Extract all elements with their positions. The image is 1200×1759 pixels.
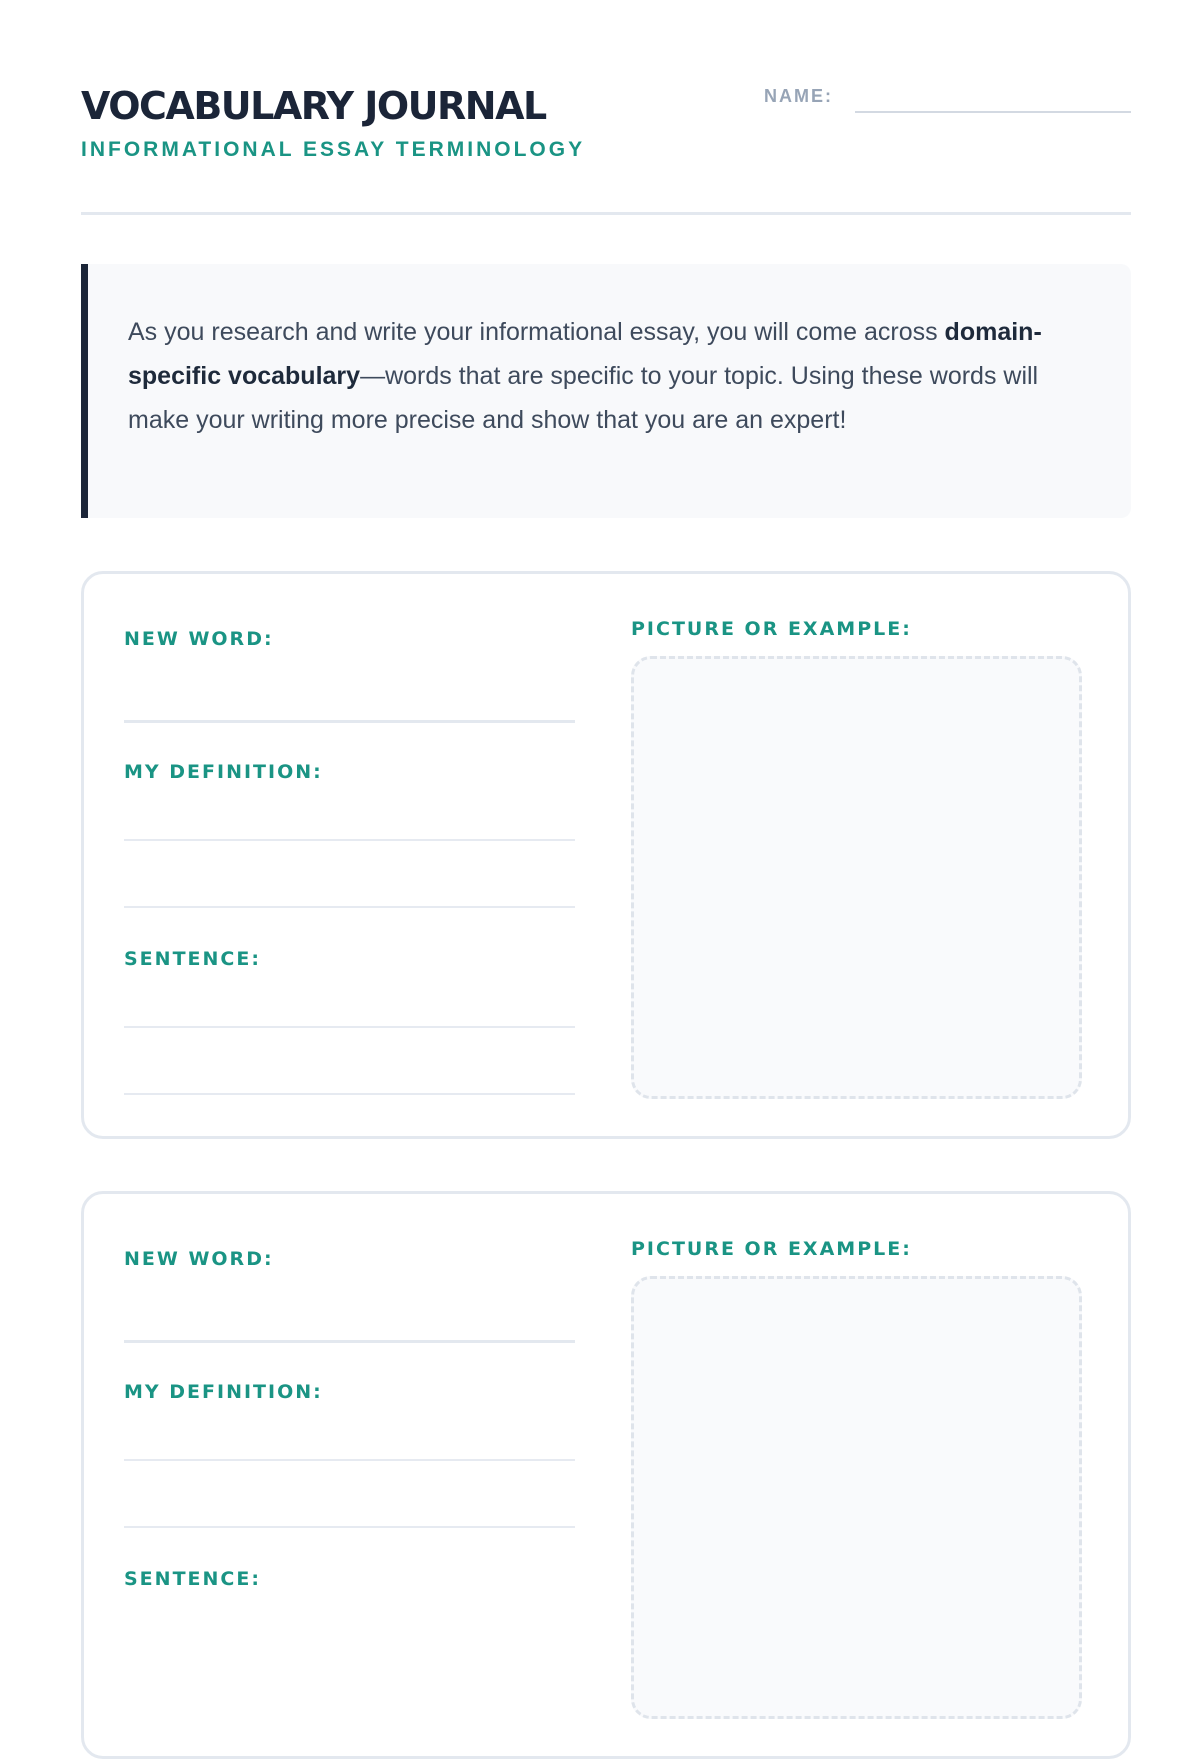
name-input-line[interactable]	[855, 111, 1131, 113]
page-subtitle: INFORMATIONAL ESSAY TERMINOLOGY	[81, 138, 586, 161]
sentence-line[interactable]	[124, 1093, 575, 1095]
page-title: VOCABULARY JOURNAL	[81, 84, 546, 128]
worksheet-page	[81, 0, 1131, 1590]
definition-label: MY DEFINITION:	[124, 761, 323, 783]
intro-bold-term: domain-specific vocabulary	[128, 318, 1042, 390]
definition-label: MY DEFINITION:	[124, 1381, 323, 1403]
definition-line[interactable]	[124, 1459, 575, 1461]
sentence-label: SENTENCE:	[124, 1568, 261, 1590]
new-word-label: NEW WORD:	[124, 628, 274, 650]
intro-text-end: —words that are specific to your topic. Using these words will make your writing more precise and show that you are an expert!	[128, 362, 1039, 434]
page-header	[81, 0, 1131, 215]
sentence-label: SENTENCE:	[124, 948, 261, 970]
definition-line[interactable]	[124, 1526, 575, 1528]
name-field	[764, 84, 1131, 114]
vocab-card	[81, 1191, 1131, 1759]
new-word-label: NEW WORD:	[124, 1248, 274, 1270]
vocab-card	[81, 571, 1131, 1139]
new-word-line[interactable]	[124, 1340, 575, 1343]
intro-text-start: As you research and write your informational essay, you will come across	[128, 318, 945, 346]
sentence-line[interactable]	[124, 1026, 575, 1028]
picture-label: PICTURE OR EXAMPLE:	[631, 618, 912, 640]
picture-box[interactable]	[631, 656, 1082, 1099]
definition-line[interactable]	[124, 839, 575, 841]
definition-line[interactable]	[124, 906, 575, 908]
picture-box[interactable]	[631, 1276, 1082, 1719]
intro-callout	[81, 264, 1131, 518]
new-word-line[interactable]	[124, 720, 575, 723]
picture-label: PICTURE OR EXAMPLE:	[631, 1238, 912, 1260]
name-label: NAME:	[764, 86, 833, 106]
